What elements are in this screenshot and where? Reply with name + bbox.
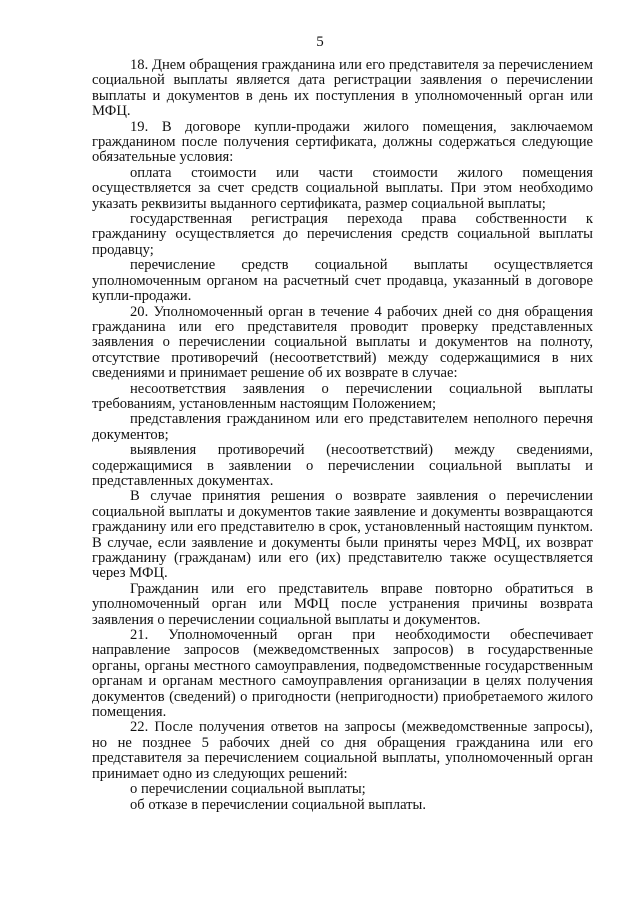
- paragraph-20-verification: 20. Уполномоченный орган в течение 4 рабочих дней со дня обращения гражданина или его представителя проводит проверку представленных заявления о перечислении социальной выплаты и документов на полноту, отсутствие противоречий (несоответствий) между содержащимися в них сведениями и принимает решение об их возврате в случае:: [92, 303, 593, 382]
- condition-registration: государственная регистрация перехода права собственности к гражданину осуществляется до перечисления средств социальной выплаты продавцу;: [92, 211, 593, 258]
- return-reason-contradictions: выявления противоречий (несоответствий) между сведениями, содержащимися в заявлении о перечислении социальной выплаты и представленных документах.: [92, 442, 593, 489]
- paragraph-21-requests: 21. Уполномоченный орган при необходимости обеспечивает направление запросов (межведомственных запросов) в государственные органы, органы местного самоуправления, подведомственные государственным органам и органам местного самоуправления организации в целях получения документов (сведений) о пригодности (непригодности) приобретаемого жилого помещения.: [92, 627, 593, 721]
- return-reason-noncompliance: несоответствия заявления о перечислении социальной выплаты требованиям, установленным настоящим Положением;: [92, 380, 593, 412]
- decision-transfer: о перечислении социальной выплаты;: [130, 781, 366, 798]
- paragraph-22-decision: 22. После получения ответов на запросы (межведомственные запросы), но не позднее 5 рабочих дней со дня обращения гражданина или его представителя за перечислением социальной выплаты, уполномоченный орган принимает одно из следующих решений:: [92, 719, 593, 782]
- page-number: 5: [316, 34, 324, 50]
- return-reason-incomplete: представления гражданином или его представителем неполного перечня документов;: [92, 411, 593, 443]
- return-procedure: В случае принятия решения о возврате заявления о перечислении социальной выплаты и документов такие заявление и документы возвращаются гражданину или его представителю в срок, установленный настоящим пунктом. В случае, если заявление и документы были приняты через МФЦ, их возврат гражданину (гражданам) или его (их) представителю также осуществляется через МФЦ.: [92, 488, 593, 582]
- paragraph-19-contract-conditions: 19. В договоре купли-продажи жилого помещения, заключаемом гражданином после получения сертификата, должны содержаться следующие обязательные условия:: [92, 118, 593, 166]
- condition-payment: оплата стоимости или части стоимости жилого помещения осуществляется за счет средств социальной выплаты. При этом необходимо указать реквизиты выданного сертификата, размер социальной выплаты;: [92, 164, 593, 212]
- document-body: [92, 58, 593, 813]
- condition-transfer: перечисление средств социальной выплаты осуществляется уполномоченным органом на расчетный счет продавца, указанный в договоре купли-продажи.: [92, 257, 593, 305]
- decision-refusal: об отказе в перечислении социальной выплаты.: [130, 796, 427, 813]
- paragraph-18-submission-date: 18. Днем обращения гражданина или его представителя за перечислением социальной выплаты является дата регистрации заявления о перечислении выплаты и документов в день их поступления в уполномоченный орган или МФЦ.: [92, 57, 593, 120]
- resubmission-right: Гражданин или его представитель вправе повторно обратиться в уполномоченный орган или МФЦ после устранения причины возврата заявления о перечислении социальной выплаты и документов.: [92, 580, 593, 628]
